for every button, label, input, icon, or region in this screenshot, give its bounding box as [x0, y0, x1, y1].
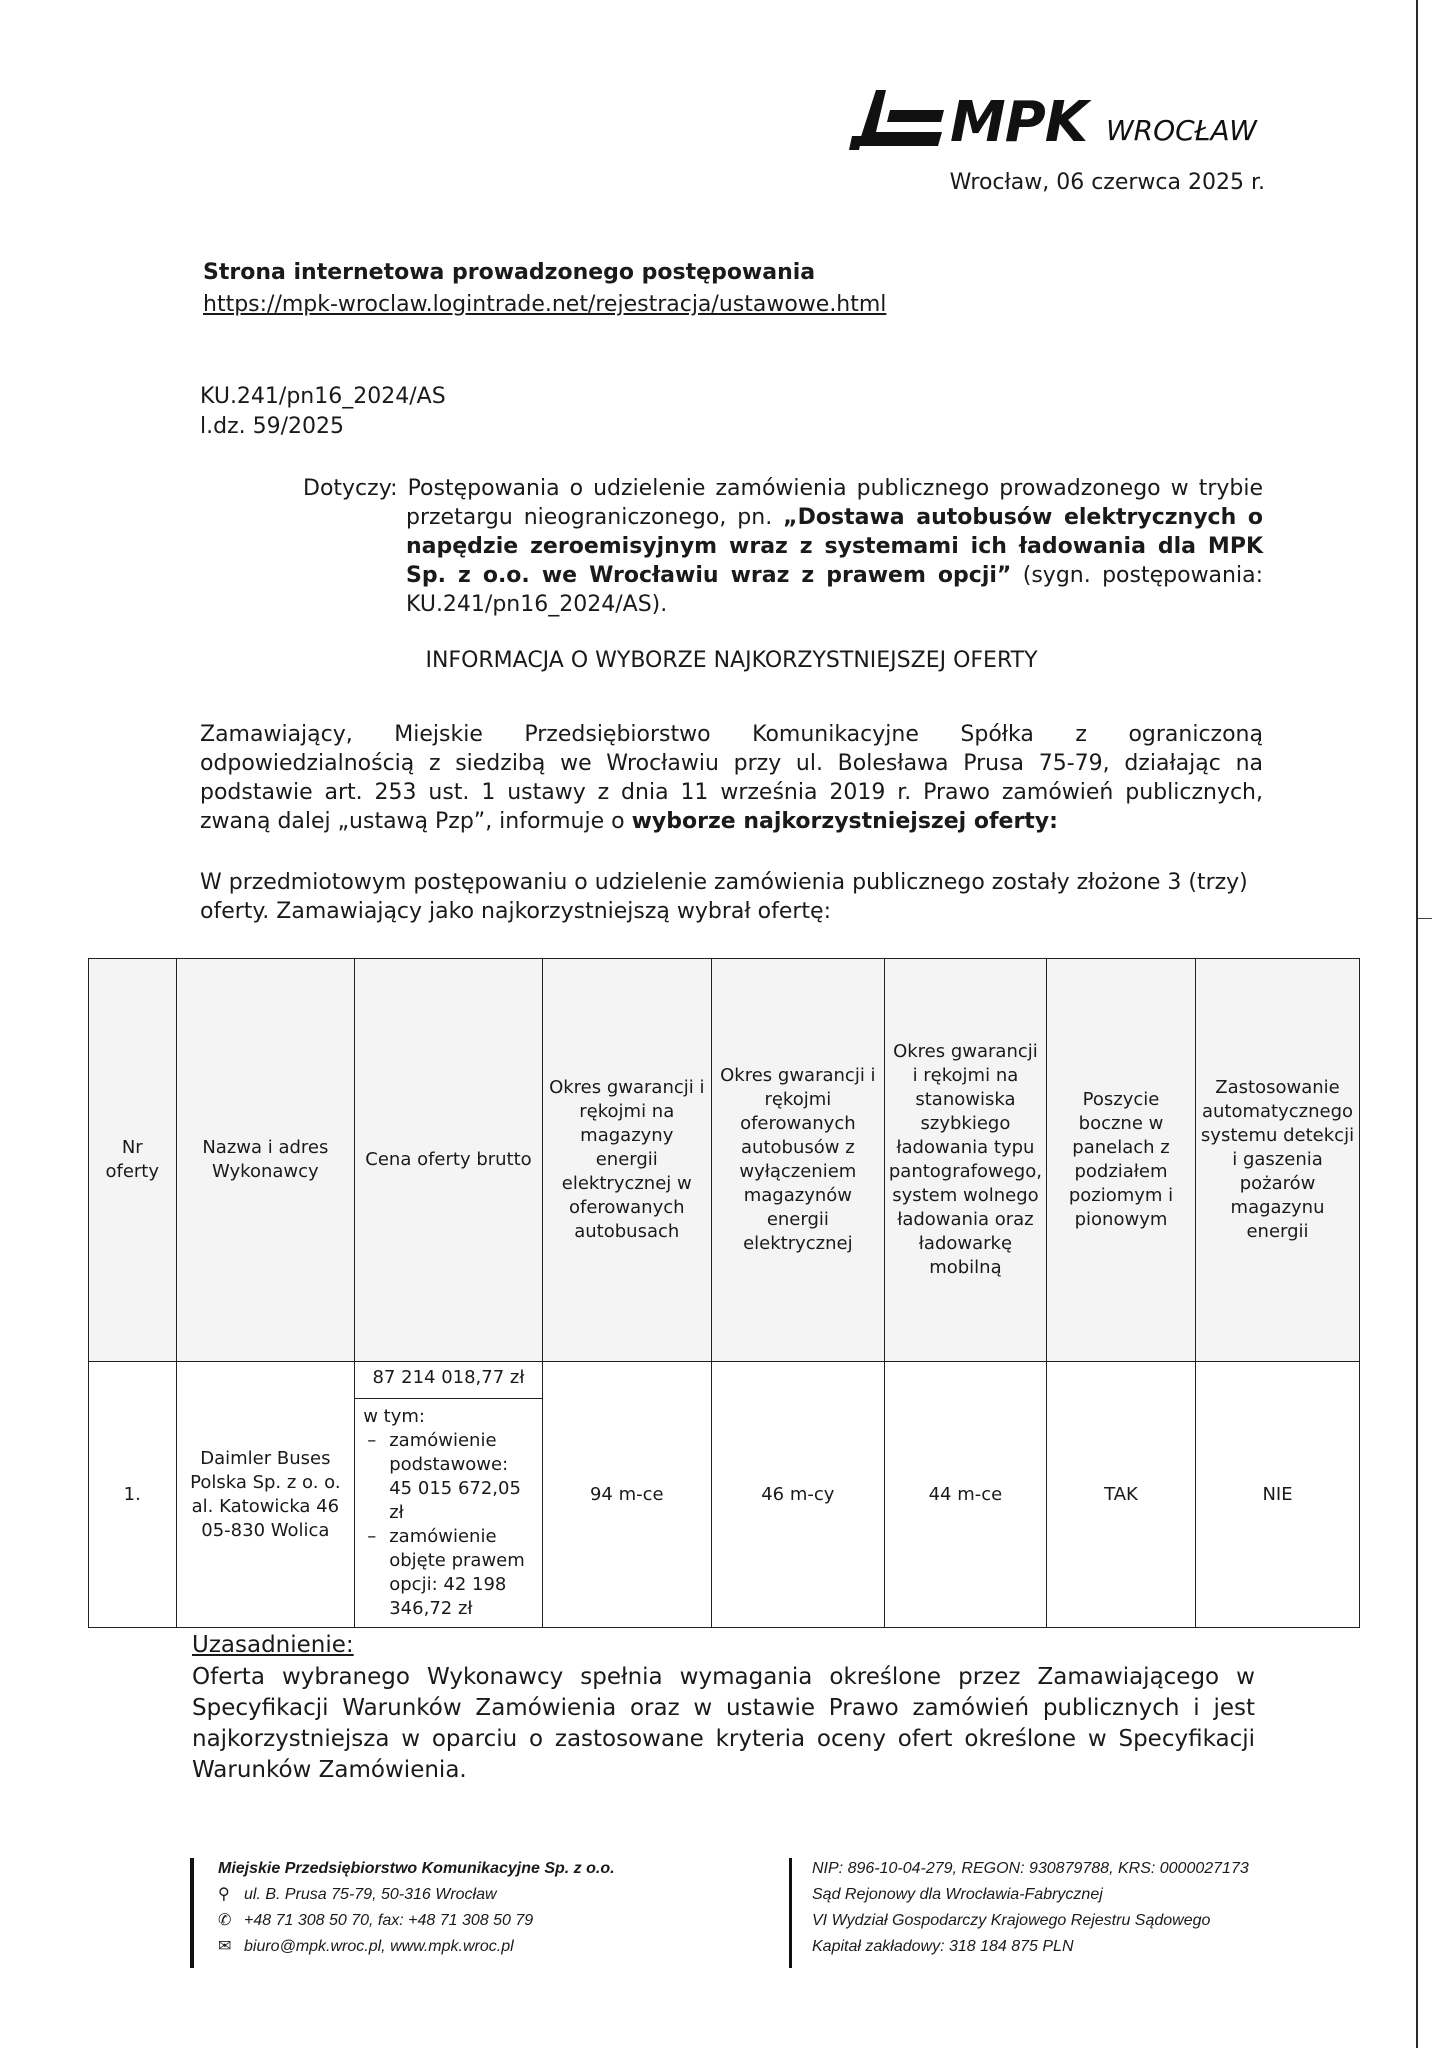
footer-division: VI Wydział Gospodarczy Krajowego Rejestru Sądowego [812, 1912, 1211, 1929]
logo-brand: MPK [950, 90, 1088, 155]
footer-address: ul. B. Prusa 75-79, 50-316 Wrocław [244, 1886, 497, 1903]
price-base-value: 45 015 672,05 zł [389, 1478, 521, 1523]
header-nr: Nr oferty [89, 959, 177, 1362]
header-warranty-storage: Okres gwarancji i rękojmi na magazyny energii elektrycznej w oferowanych autobusach [542, 959, 711, 1362]
offers-table [88, 958, 1360, 1628]
website-label: Strona internetowa prowadzonego postępowania [203, 260, 816, 285]
cell-side-panels: TAK [1046, 1362, 1195, 1628]
price-base-label: zamówienie podstawowe: [389, 1430, 509, 1475]
cell-warranty-charging: 44 m-ce [884, 1362, 1046, 1628]
footer-phone: +48 71 308 50 70, fax: +48 71 308 50 79 [244, 1912, 534, 1929]
page-edge-tick [1418, 918, 1432, 919]
header-fire-system: Zastosowanie automatycznego systemu detekcji i gaszenia pożarów magazynu energii [1196, 959, 1360, 1362]
header-contractor: Nazwa i adres Wykonawcy [176, 959, 355, 1362]
mpk-logo [846, 88, 1266, 158]
table-header-row [89, 959, 1360, 1362]
header-price: Cena oferty brutto [355, 959, 542, 1362]
cell-price [355, 1362, 542, 1628]
location-icon: ⚲ [218, 1886, 230, 1903]
footer-court: Sąd Rejonowy dla Wrocławia-Fabrycznej [812, 1886, 1103, 1903]
header-side-panels: Poszycie boczne w panelach z podziałem poziomym i pionowym [1046, 959, 1195, 1362]
logo-city: WROCŁAW [1106, 114, 1257, 147]
contractor-line: Daimler Buses [200, 1447, 331, 1469]
price-option-label: zamówienie objęte prawem opcji: [389, 1526, 525, 1595]
footer-bar-right [789, 1858, 792, 1968]
page-edge-line [1416, 0, 1418, 2048]
intro-emphasis: wyborze najkorzystniejszej oferty: [631, 809, 1058, 834]
document-heading: INFORMACJA O WYBORZE NAJKORZYSTNIEJSZEJ OFERTY [425, 648, 1038, 673]
case-number: KU.241/pn16_2024/AS [200, 384, 446, 409]
cell-warranty-storage: 94 m-ce [542, 1362, 711, 1628]
cell-fire-system: NIE [1196, 1362, 1360, 1628]
footer-email: biuro@mpk.wroc.pl, www.mpk.wroc.pl [244, 1938, 514, 1955]
subject-intro: Postępowania o udzielenie zamówienia publicznego prowadzonego w trybie przetargu nieograniczonego, pn. [406, 476, 1263, 530]
document-date: Wrocław, 06 czerwca 2025 r. [949, 170, 1265, 195]
subject-label: Dotyczy: [303, 476, 398, 501]
document-number: l.dz. 59/2025 [200, 414, 344, 439]
subject-block [200, 474, 1263, 619]
subject-title: „Dostawa autobusów elektrycznych o napędzie zeroemisyjnym wraz z systemami ich ładowania dla MPK Sp. z o.o. we Wrocławiu wraz z prawem opcji” [406, 505, 1263, 588]
footer-bar-left [190, 1858, 194, 1968]
price-total: 87 214 018,77 zł [355, 1362, 541, 1399]
header-warranty-charging: Okres gwarancji i rękojmi na stanowiska szybkiego ładowania typu pantografowego, system wolnego ładowania oraz ładowarkę mobilną [884, 959, 1046, 1362]
price-including: w tym: [363, 1406, 425, 1427]
intro-text: Zamawiający, Miejskie Przedsiębiorstwo Komunikacyjne Spółka z ograniczoną odpowiedzialnością z siedzibą we Wrocławiu przy ul. Bolesława Prusa 75-79, działając na podstawie art. 253 ust. 1 ustawy z dnia 11 września 2019 r. Prawo zamówień publicznych, zwaną dalej „ustawą Pzp”, informuje o [200, 722, 1263, 834]
footer-contact [218, 1856, 615, 1960]
website-url[interactable]: https://mpk-wroclaw.logintrade.net/rejestracja/ustawowe.html [203, 292, 887, 317]
price-option-item [389, 1525, 533, 1621]
cell-contractor [176, 1362, 355, 1628]
mail-icon: ✉ [218, 1938, 232, 1955]
cell-warranty-buses: 46 m-cy [711, 1362, 884, 1628]
contractor-line: Polska Sp. z o. o. [190, 1471, 341, 1493]
footer-company: Miejskie Przedsiębiorstwo Komunikacyjne Sp. z o.o. [218, 1860, 615, 1877]
price-breakdown [363, 1429, 533, 1621]
footer-capital: Kapitał zakładowy: 318 184 875 PLN [812, 1938, 1074, 1955]
price-option-value: 42 198 346,72 zł [389, 1574, 507, 1619]
cell-nr: 1. [89, 1362, 177, 1628]
phone-icon: ✆ [218, 1912, 232, 1929]
table-row [89, 1362, 1360, 1628]
mpk-logo-icon [846, 88, 946, 154]
offers-paragraph: W przedmiotowym postępowaniu o udzielenie zamówienia publicznego zostały złożone 3 (trzy) oferty. Zamawiający jako najkorzystniejszą wybrał ofertę: [200, 870, 1248, 924]
contractor-line: 05-830 Wolica [201, 1519, 330, 1541]
contractor-line: al. Katowicka 46 [191, 1495, 340, 1517]
justification-label: Uzasadnienie: [192, 1632, 354, 1658]
footer-registry [812, 1856, 1249, 1960]
subject-suffix: (sygn. postępowania: KU.241/pn16_2024/AS). [406, 563, 1263, 617]
intro-paragraph [200, 720, 1263, 836]
justification-text: Oferta wybranego Wykonawcy spełnia wymagania określone przez Zamawiającego w Specyfikacji Warunków Zamówienia oraz w ustawie Prawo zamówień publicznych i jest najkorzystniejsza w oparciu o zastosowane kryteria oceny ofert określone w Specyfikacji Warunków Zamówienia. [192, 1664, 1255, 1783]
price-base-item [389, 1429, 533, 1525]
header-warranty-buses: Okres gwarancji i rękojmi oferowanych autobusów z wyłączeniem magazynów energii elektrycznej [711, 959, 884, 1362]
footer-registry-numbers: NIP: 896-10-04-279, REGON: 930879788, KRS: 0000027173 [812, 1860, 1249, 1877]
